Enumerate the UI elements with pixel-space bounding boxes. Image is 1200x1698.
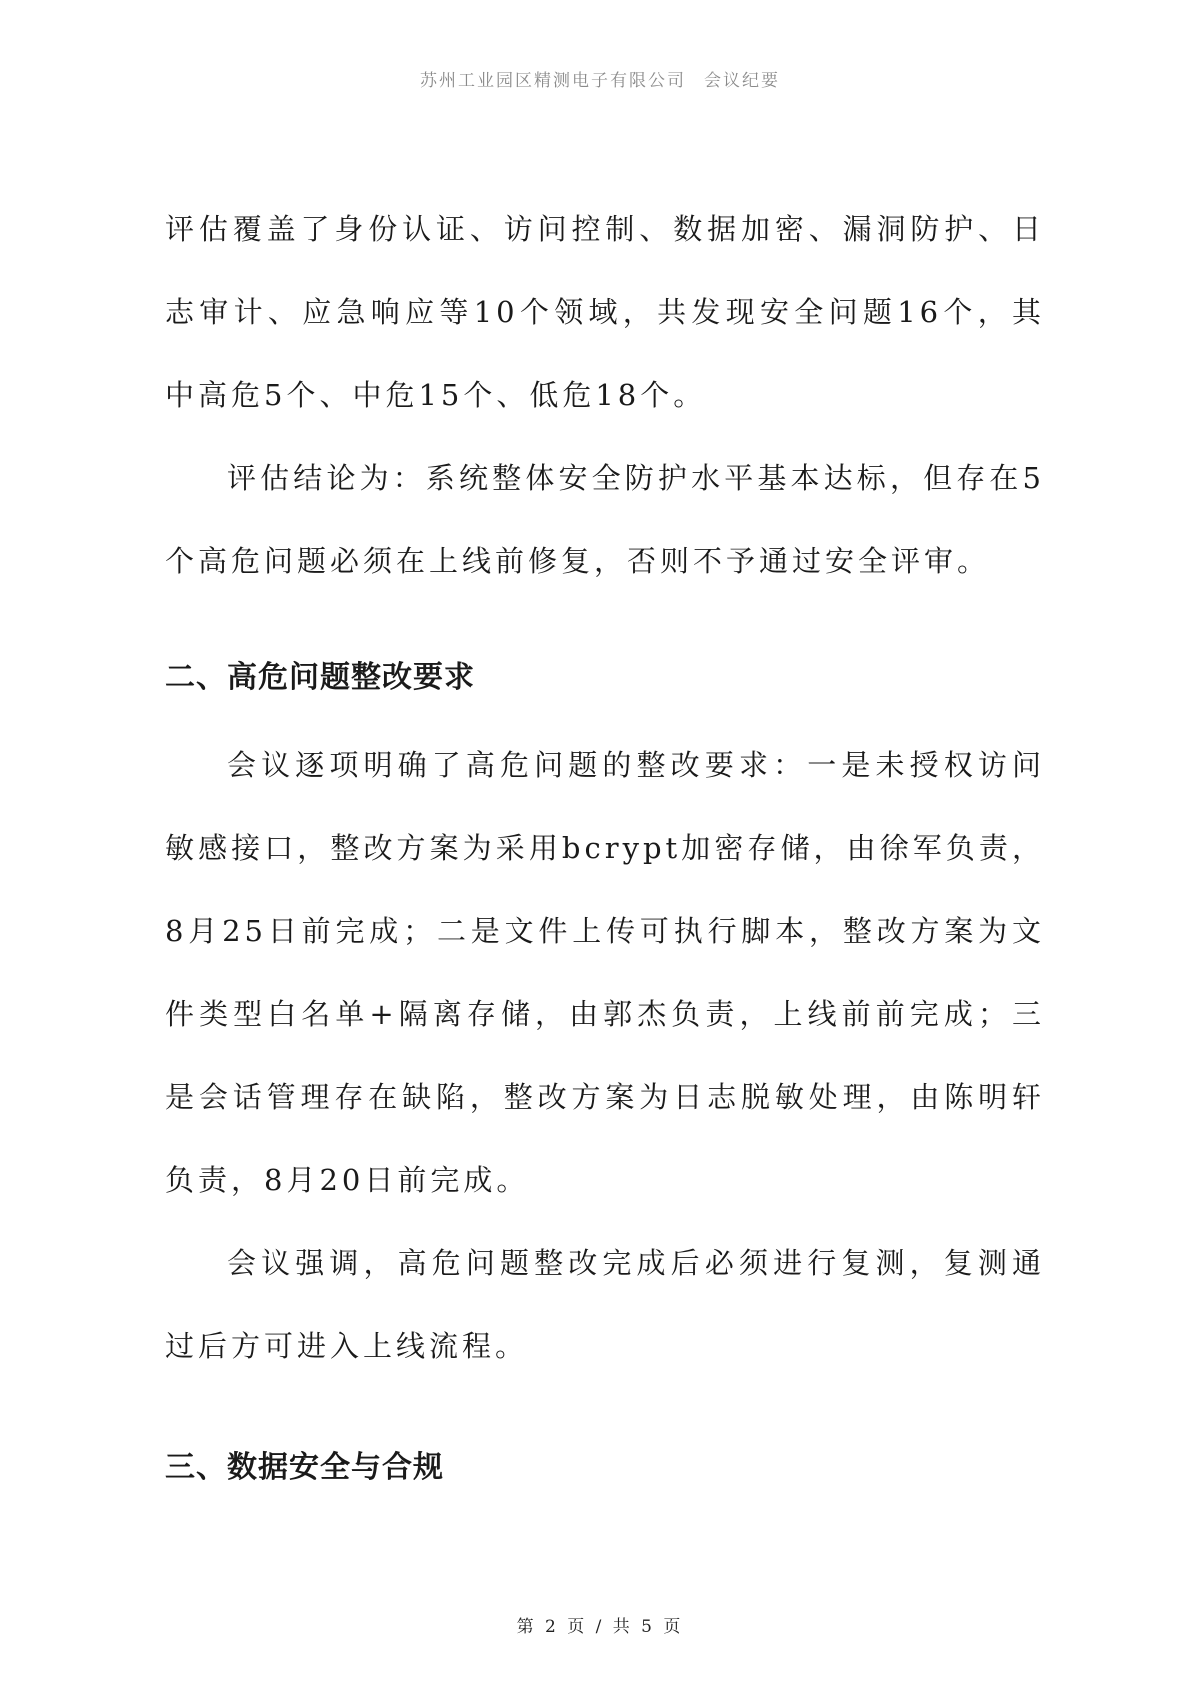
section-heading: 二、高危问题整改要求 [165,660,475,695]
section-1-body [165,188,1045,603]
section-heading: 三、数据安全与合规 [165,1450,444,1485]
header-company: 苏州工业园区精测电子有限公司 [420,71,686,91]
section-2-body [165,724,1045,1388]
paragraph: 会议强调，高危问题整改完成后必须进行复测，复测通过后方可进入上线流程。 [165,1246,1045,1363]
page-header [0,66,1200,91]
header-doc-type: 会议纪要 [704,71,780,91]
paragraph: 评估覆盖了身份认证、访问控制、数据加密、漏洞防护、日志审计、应急响应等10个领域，共发现安全问题16个，其中高危5个、中危15个、低危18个。 [165,212,1045,412]
paragraph: 评估结论为：系统整体安全防护水平基本达标，但存在5个高危问题必须在上线前修复，否则不予通过安全评审。 [165,461,1045,578]
page-number: 第 2 页 / 共 5 页 [516,1617,684,1637]
paragraph: 会议逐项明确了高危问题的整改要求：一是未授权访问敏感接口，整改方案为采用bcrypt加密存储，由徐军负责，8月25日前完成；二是文件上传可执行脚本，整改方案为文件类型白名单+隔离存储，由郭杰负责，上线前前完成；三是会话管理存在缺陷，整改方案为日志脱敏处理，由陈明轩负责，8月20日前完成。 [165,748,1045,1197]
